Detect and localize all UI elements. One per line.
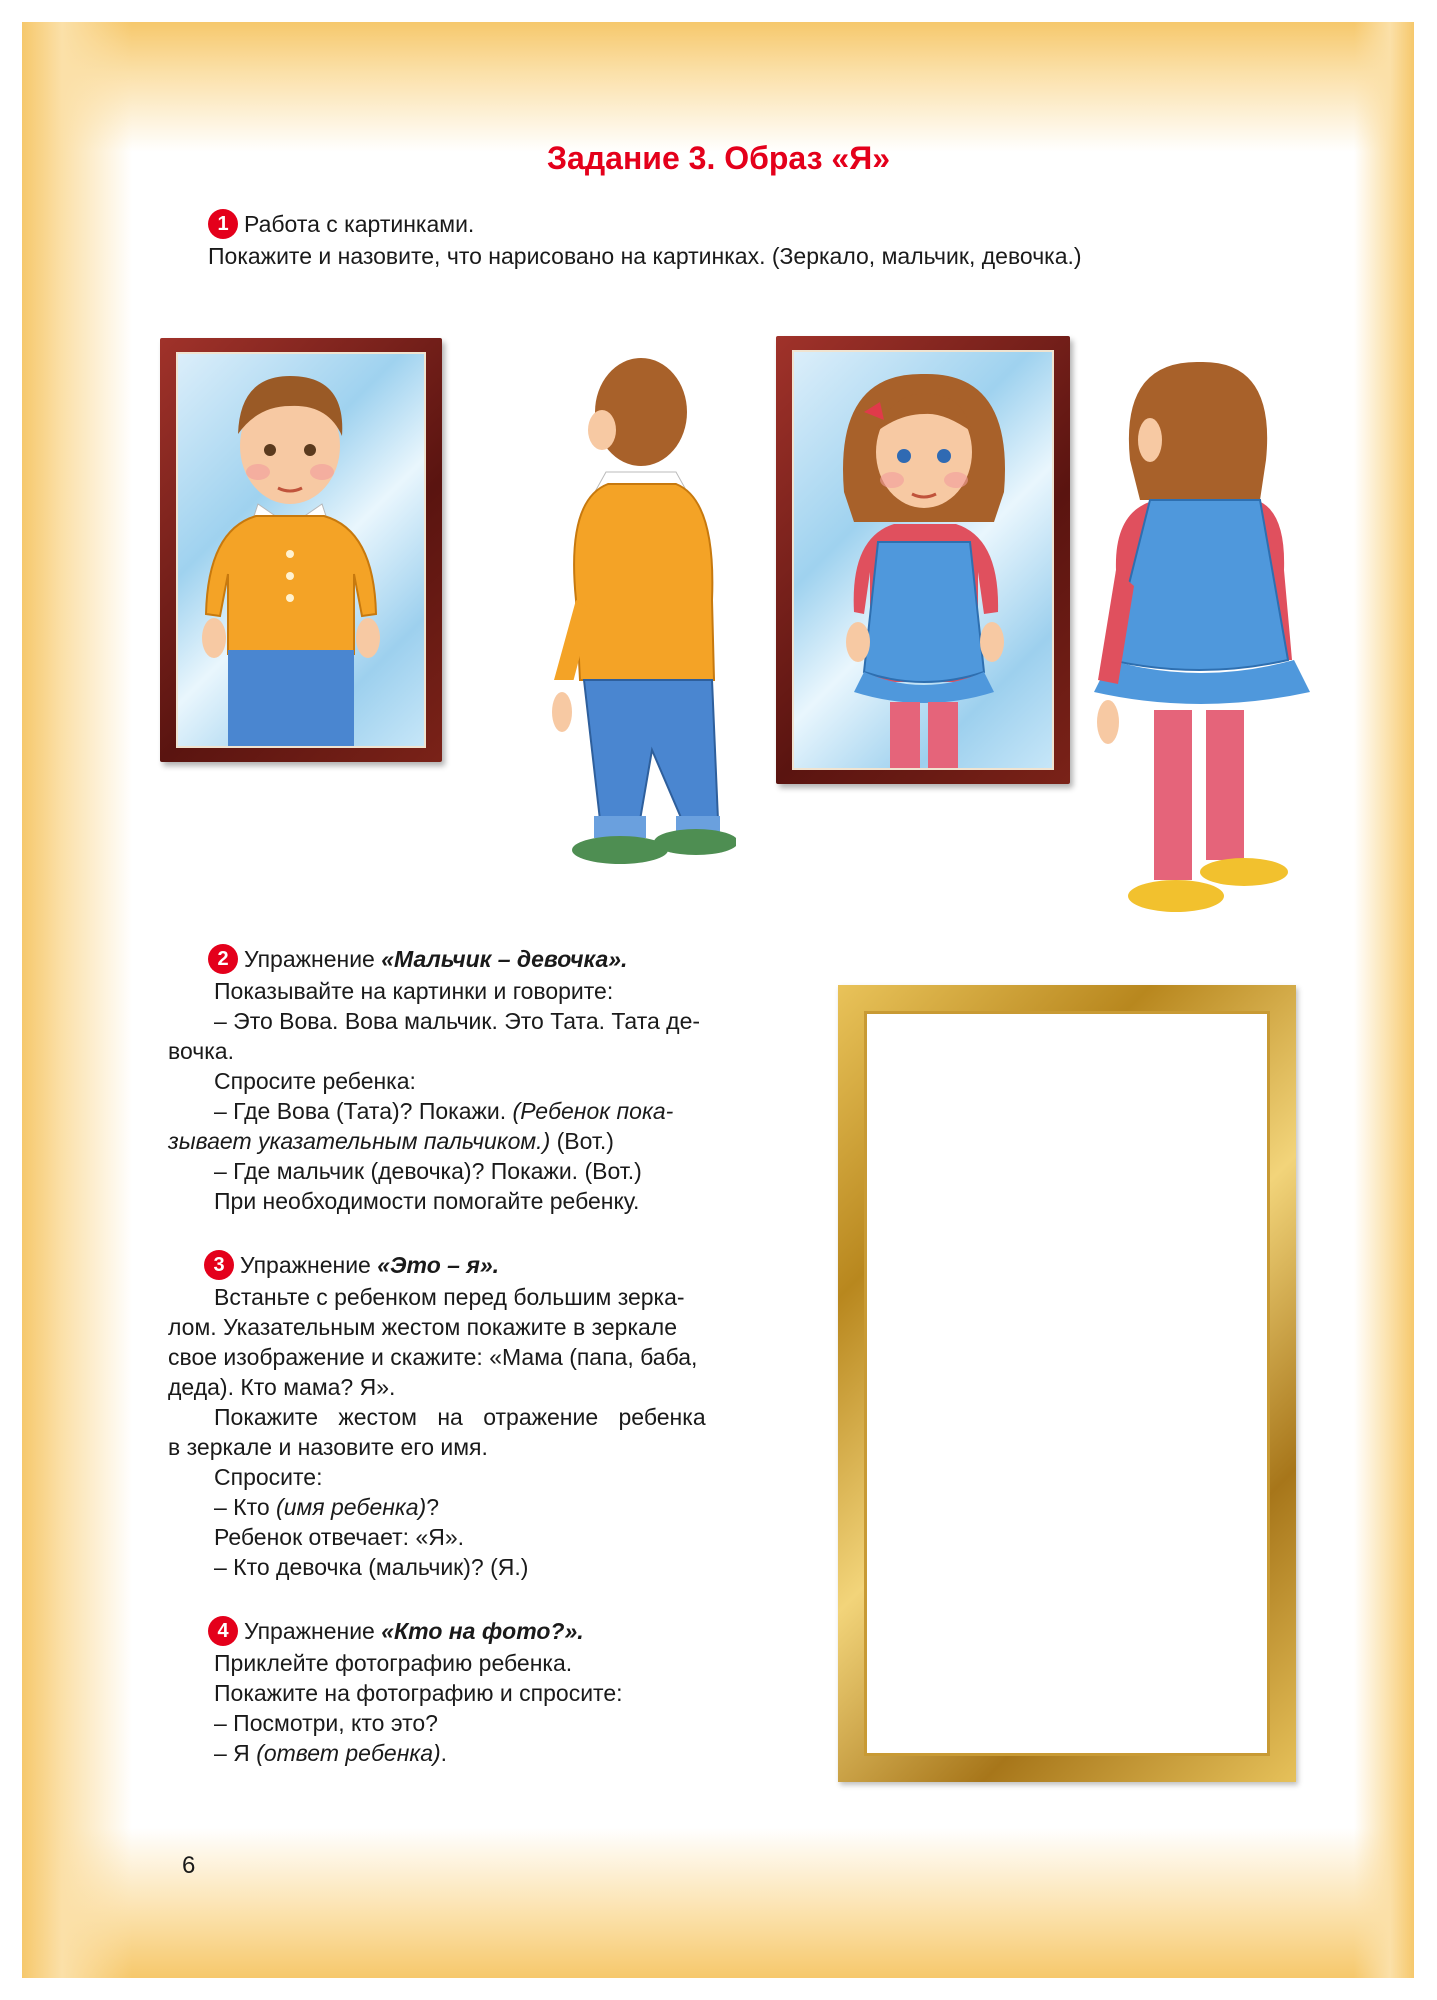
section-number-badge: 1 [208, 209, 238, 239]
section-4-line: . [440, 1739, 448, 1766]
section-1 [208, 209, 1268, 271]
section-3-line: деда). Кто мама? Я». [168, 1373, 396, 1400]
exercise-lead: Упражнение [244, 1618, 375, 1644]
exercise-lead: Упражнение [240, 1252, 371, 1278]
section-3-line: ? [426, 1493, 440, 1520]
girl-mirror-illustration [776, 336, 1070, 784]
section-4-line: Покажите на фотографию и спросите: [214, 1679, 623, 1706]
section-4-italic: (ответ ребенка) [256, 1739, 441, 1766]
exercise-lead: Упражнение [244, 946, 375, 972]
section-4 [168, 1616, 768, 1768]
section-3-line: в зеркале и назовите его имя. [168, 1433, 488, 1460]
section-2-line: – Это Вова. Вова мальчик. Это Тата. Тата де- [214, 1007, 701, 1034]
section-2 [168, 944, 768, 1216]
section-2-line: Показывайте на картинки и говорите: [214, 977, 614, 1004]
section-2-line: – Где Вова (Тата)? Покажи. [214, 1097, 507, 1124]
section-2-italic: зывает указательным пальчиком.) [168, 1127, 551, 1154]
mirror-glass [176, 352, 426, 748]
exercise-name: «Мальчик – девочка». [381, 946, 628, 972]
page-number: 6 [182, 1852, 196, 1879]
section-2-line: Спросите ребенка: [214, 1067, 416, 1094]
section-3 [168, 1250, 768, 1582]
boy-mirror-illustration [160, 338, 442, 762]
section-3-line: свое изображение и скажите: «Мама (папа, баба, [168, 1343, 698, 1370]
section-number-badge: 4 [208, 1616, 238, 1646]
section-3-line: Спросите: [214, 1463, 323, 1490]
photo-frame [838, 985, 1296, 1782]
section-3-italic: (имя ребенка) [276, 1493, 427, 1520]
section-3-line: Ребенок отвечает: «Я». [214, 1523, 465, 1550]
boy-reflection-image [178, 354, 424, 746]
girl-back-view-image [1080, 350, 1320, 930]
mirror-glass [792, 350, 1054, 770]
page-title: Задание 3. Образ «Я» [547, 140, 890, 176]
section-2-line: вочка. [168, 1037, 234, 1064]
section-2-italic: (Ребенок пока- [512, 1097, 674, 1124]
section-1-line1: Работа с картинками. [244, 211, 475, 237]
section-4-line: Приклейте фотографию ребенка. [214, 1649, 573, 1676]
exercise-name: «Кто на фото?». [381, 1618, 584, 1644]
section-2-line: (Вот.) [556, 1127, 614, 1154]
section-1-line2: Покажите и назовите, что нарисовано на картинках. (Зеркало, мальчик, девочка.) [208, 242, 1082, 269]
section-3-line: – Кто девочка (мальчик)? (Я.) [214, 1553, 529, 1580]
section-4-line: – Посмотри, кто это? [214, 1709, 438, 1736]
section-3-line: Покажите жестом на отражение ребенка [214, 1403, 706, 1430]
section-4-line: – Я [214, 1739, 250, 1766]
section-2-line: – Где мальчик (девочка)? Покажи. (Вот.) [214, 1157, 642, 1184]
section-3-line: – Кто [214, 1493, 270, 1520]
section-number-badge: 3 [204, 1250, 234, 1280]
girl-reflection-image [794, 352, 1052, 768]
section-number-badge: 2 [208, 944, 238, 974]
photo-placeholder [864, 1011, 1270, 1756]
exercise-name: «Это – я». [377, 1252, 500, 1278]
section-2-line: При необходимости помогайте ребенку. [214, 1187, 640, 1214]
boy-back-view-image [536, 350, 736, 910]
section-3-line: лом. Указательным жестом покажите в зеркале [168, 1313, 678, 1340]
section-3-line: Встаньте с ребенком перед большим зерка- [214, 1283, 685, 1310]
